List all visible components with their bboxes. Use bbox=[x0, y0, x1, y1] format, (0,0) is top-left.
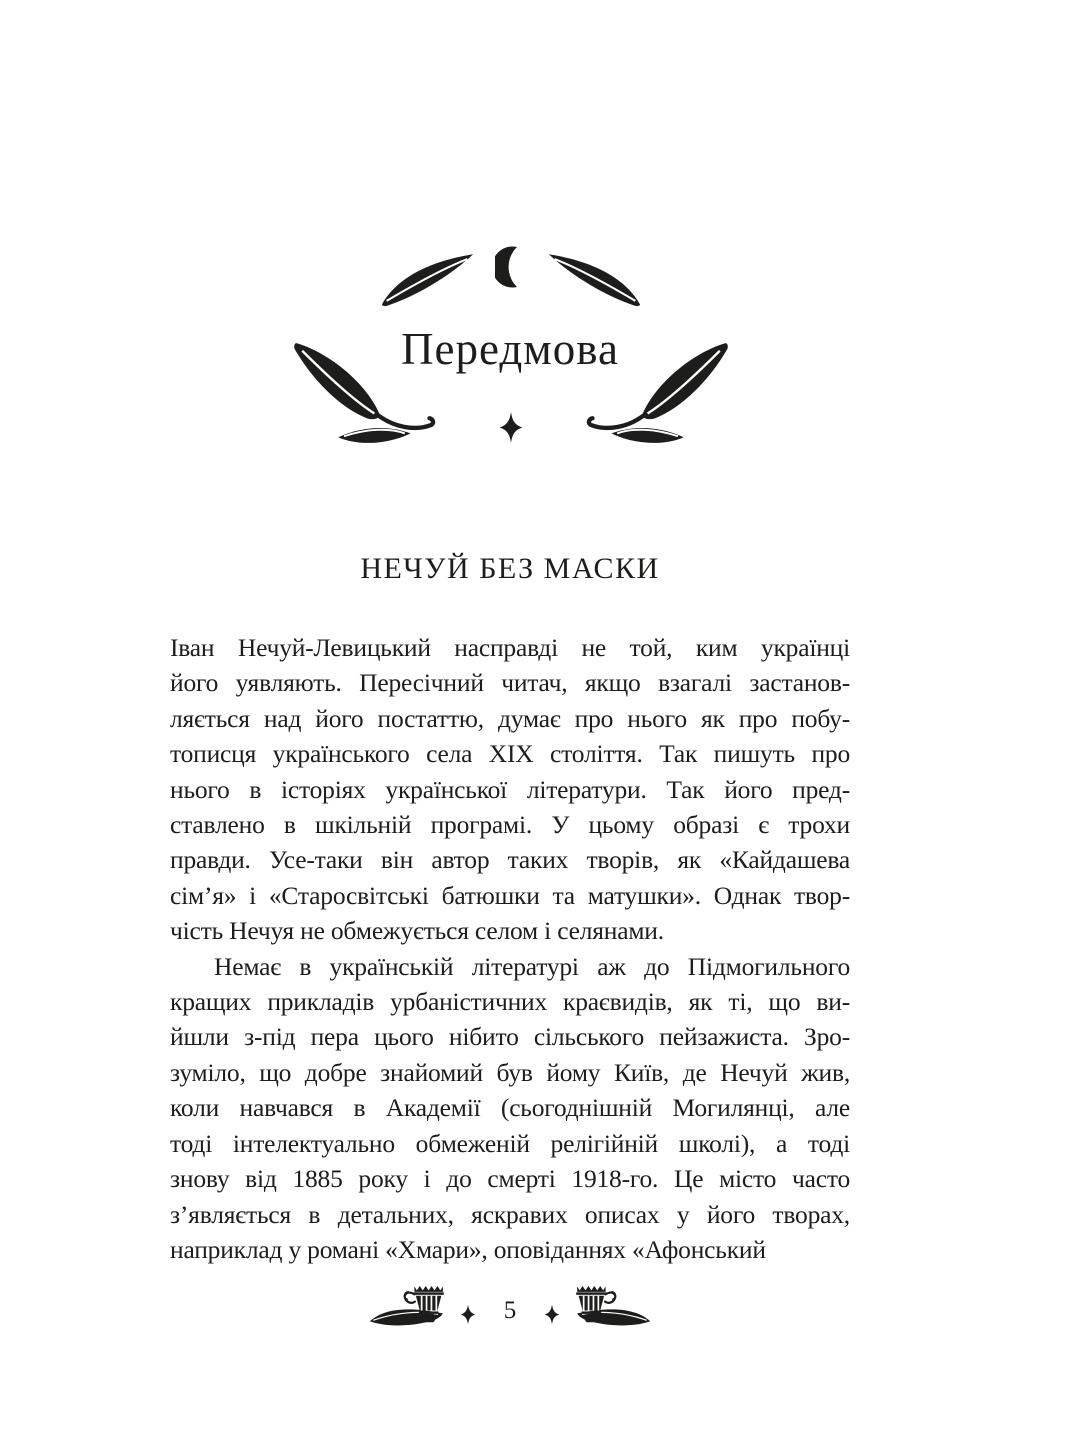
teacup-on-leaf-icon bbox=[368, 1285, 452, 1334]
paragraph bbox=[170, 949, 850, 1268]
text-line: йшли з-під пера цього нібито сільського пейзажиста. Зро- bbox=[170, 1022, 850, 1052]
text-line: ляється над його постаттю, думає про нього як про побу- bbox=[170, 703, 850, 733]
text-line: з’являється в детальних, яскравих описах у його творах, bbox=[170, 1199, 850, 1229]
sparkle-icon bbox=[460, 1304, 476, 1325]
text-line: зуміло, що добре знайомий був йому Київ, де Нечуй жив, bbox=[170, 1057, 850, 1087]
chapter-title: Передмова bbox=[401, 324, 619, 374]
sparkle-icon bbox=[498, 411, 524, 444]
text-line: нього в історіях української літератури. Так його пред- bbox=[170, 774, 850, 804]
text-line: ставлено в шкільній програмі. У цьому образі є трохи bbox=[170, 810, 850, 840]
text-line: знову від 1885 року і до смерті 1918-го. Це місто часто bbox=[170, 1164, 850, 1194]
page-footer bbox=[170, 1282, 850, 1338]
teacup-on-leaf-icon bbox=[568, 1285, 652, 1334]
page-number: 5 bbox=[503, 1297, 517, 1324]
text-line: Немає в українській літературі аж до Підмогильного bbox=[214, 951, 850, 981]
paragraph bbox=[170, 630, 850, 949]
text-line: чість Нечуя не обмежується селом і селянами. bbox=[170, 916, 664, 946]
text-line: кращих прикладів урбаністичних краєвидів, як ті, що ви- bbox=[170, 987, 850, 1017]
laurel-branch-icon bbox=[583, 339, 735, 449]
leaf-icon bbox=[380, 251, 475, 307]
sparkle-icon bbox=[544, 1304, 560, 1325]
body-text bbox=[170, 630, 850, 1267]
text-line: тоді інтелектуально обмеженій релігійній школі), а тоді bbox=[170, 1128, 850, 1158]
text-line: його уявляють. Пересічний читач, якщо взагалі застанов- bbox=[170, 668, 850, 698]
text-line: правди. Усе-таки він автор таких творів, як «Кайдашева bbox=[170, 845, 850, 875]
section-heading: НЕЧУЙ БЕЗ МАСКИ bbox=[360, 552, 660, 585]
leaf-icon bbox=[547, 251, 642, 307]
text-line: Іван Нечуй-Левицький насправді не той, ким українці bbox=[170, 633, 850, 662]
text-line: сім’я» і «Старосвітські батюшки та матушки». Однак твор- bbox=[170, 880, 850, 910]
text-line: тописця українського села XIX століття. Так пишуть про bbox=[170, 739, 850, 769]
crescent-moon-icon bbox=[495, 245, 525, 289]
text-line: коли навчався в Академії (сьогоднішній Могилянці, але bbox=[170, 1093, 850, 1123]
text-line: наприклад у романі «Хмари», оповіданнях «Афонський bbox=[170, 1234, 766, 1264]
